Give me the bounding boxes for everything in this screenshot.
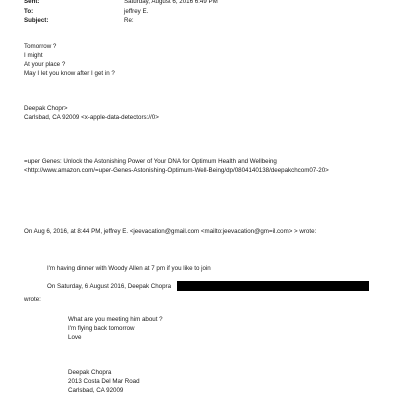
reply-line: I might <box>24 52 43 59</box>
deepak-message-line: What are you meeting him about ? <box>68 316 163 323</box>
deepak-signature-street: 2013 Costa Del Mar Road <box>68 378 140 385</box>
subject-value: Re: <box>124 17 134 24</box>
promo-title: =uper Genes: Unlock the Astonishing Power of Your DNA for Optimum Health and Wellbeing <box>24 158 277 165</box>
redaction-bar <box>177 281 369 291</box>
reply-line: May I let you know after I get in ? <box>24 70 115 77</box>
to-label: To: <box>24 8 34 15</box>
sent-value: Saturday, August 6, 2016 6:49 PM <box>124 0 218 5</box>
to-value: jeffrey E. <box>124 8 149 15</box>
reply-line: Tomorrow ? <box>24 43 57 50</box>
deepak-signature-city: Carlsbad, CA 92009 <box>68 387 124 394</box>
signature-name: Deepak Chopr> <box>24 105 68 112</box>
sent-label: Sent: <box>24 0 40 5</box>
subject-label: Subject: <box>24 17 49 24</box>
signature-address: Carlsbad, CA 92009 <x-apple-data-detectors://0> <box>24 114 159 121</box>
deepak-message-line: I'm flying back tomorrow <box>68 325 135 332</box>
quote-intro: On Aug 6, 2016, at 8:44 PM, jeffrey E. <jeevacation@gmail.com <mailto:jeevacation@gm=il.com> > wrote: <box>24 228 317 235</box>
inner-quote-wrote: wrote: <box>24 296 41 303</box>
deepak-signature-name: Deepak Chopra <box>68 369 112 376</box>
reply-line: At your place ? <box>24 61 66 68</box>
inner-quote-intro: On Saturday, 6 August 2016, Deepak Chopra <box>47 283 172 290</box>
jeffrey-message: I'm having dinner with Woody Allen at 7 pm if you like to join <box>47 265 211 272</box>
deepak-message-line: Love <box>68 334 82 341</box>
promo-link: <http://www.amazon.com/=uper-Genes-Astonishing-Optimum-Well-Being/dp/0804140138/deepakchcom07-20> <box>24 167 329 174</box>
